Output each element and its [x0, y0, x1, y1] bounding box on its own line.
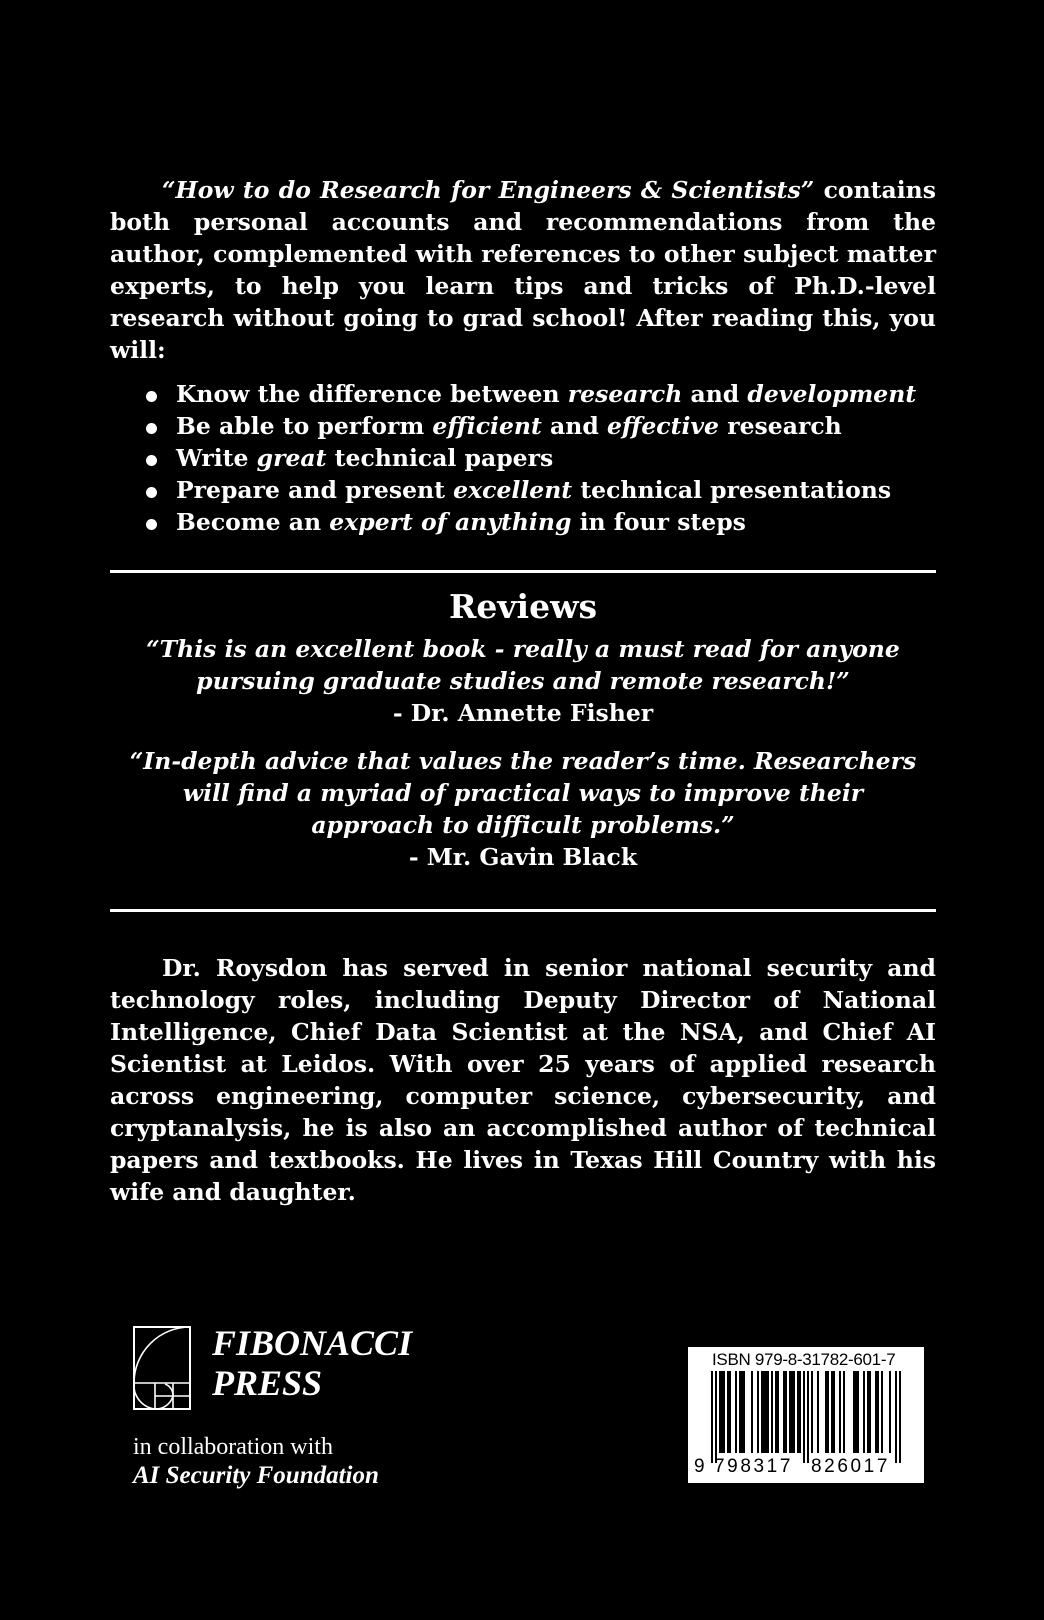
barcode-bar	[817, 1371, 819, 1453]
barcode-bar	[827, 1371, 829, 1453]
barcode-bar	[789, 1371, 791, 1453]
review-1	[110, 633, 936, 729]
barcode-bar	[723, 1371, 725, 1453]
list-item: Write great technical papers	[146, 442, 936, 474]
barcode-digits	[688, 1455, 924, 1479]
barcode-bar	[741, 1371, 743, 1453]
barcode-bar	[739, 1371, 741, 1453]
barcode-bar	[833, 1371, 835, 1453]
barcode-bar	[711, 1371, 713, 1463]
barcode-bar	[881, 1371, 883, 1453]
list-item: Be able to perform efficient and effective research	[146, 410, 936, 442]
review-2	[110, 745, 936, 873]
barcode-bar	[853, 1371, 855, 1453]
barcode-bar	[855, 1371, 857, 1453]
fibonacci-spiral-icon	[133, 1326, 191, 1410]
publisher-name-line: PRESS	[212, 1363, 323, 1403]
barcode-bar	[811, 1371, 813, 1453]
barcode-bar	[777, 1371, 779, 1453]
book-title-quoted: “How to do Research for Engineers & Scientists”	[162, 176, 815, 204]
barcode-bar	[895, 1371, 897, 1463]
barcode-bar	[729, 1371, 731, 1453]
isbn-barcode	[688, 1347, 924, 1483]
intro-paragraph	[110, 174, 936, 366]
barcode-bar	[785, 1371, 787, 1453]
barcode-bar	[721, 1371, 723, 1453]
barcode-bar	[771, 1371, 773, 1453]
barcode-bar	[843, 1371, 845, 1453]
collaboration-label: in collaboration with	[133, 1434, 333, 1460]
barcode-bar	[775, 1371, 777, 1453]
barcode-digits-left: 798317	[714, 1456, 794, 1477]
barcode-bar	[793, 1371, 795, 1453]
barcode-bar	[807, 1371, 809, 1463]
barcode-bar	[899, 1371, 901, 1463]
barcode-bar	[761, 1371, 763, 1453]
takeaways-list	[110, 378, 936, 538]
barcode-bar	[727, 1371, 729, 1453]
list-item: Become an expert of anything in four steps	[146, 506, 936, 538]
barcode-bar	[839, 1371, 841, 1453]
barcode-bar	[863, 1371, 865, 1453]
reviews-heading: Reviews	[448, 587, 598, 626]
barcode-bar	[751, 1371, 753, 1453]
barcode-bar	[757, 1371, 759, 1453]
barcode-bar	[803, 1371, 805, 1463]
publisher-name-line: FIBONACCI	[212, 1323, 413, 1363]
review-quote-line: “In-depth advice that values the reader’s time. Researchers	[129, 747, 917, 775]
publisher-name	[212, 1323, 412, 1403]
barcode-bar	[877, 1371, 879, 1453]
barcode-bar	[857, 1371, 859, 1453]
barcode-bar	[783, 1371, 785, 1453]
collaboration-block	[133, 1433, 379, 1491]
isbn-label: ISBN 979-8-31782-601-7	[712, 1350, 896, 1369]
barcode-bar	[825, 1371, 827, 1453]
barcode-bar	[735, 1371, 737, 1453]
barcode-bar	[765, 1371, 767, 1453]
barcode-bar	[763, 1371, 765, 1453]
review-quote-line: will find a myriad of practical ways to improve their	[182, 779, 864, 807]
back-cover-content	[110, 174, 936, 1208]
review-quote-line: “This is an excellent book - really a must read for anyone	[146, 635, 900, 663]
divider	[110, 570, 936, 573]
review-author: - Mr. Gavin Black	[408, 843, 638, 871]
list-item: Prepare and present excellent technical presentations	[146, 474, 936, 506]
barcode-bar	[791, 1371, 793, 1453]
list-item: Know the difference between research and development	[146, 378, 936, 410]
barcode-bar	[831, 1371, 833, 1453]
barcode-bar	[797, 1371, 799, 1453]
barcode-digits-right: 826017	[811, 1456, 891, 1477]
barcode-digit-first: 9	[694, 1456, 705, 1477]
divider	[110, 909, 936, 912]
collaboration-organization: AI Security Foundation	[133, 1462, 379, 1489]
review-quote-line: approach to difficult problems.”	[311, 811, 735, 839]
barcode-bar	[715, 1371, 717, 1463]
barcode-bar	[743, 1371, 745, 1453]
barcode-bar	[719, 1371, 721, 1453]
barcode-bar	[889, 1371, 891, 1453]
author-bio: Dr. Roysdon has served in senior national security and technology roles, including Deputy Director of National Intelligence, Chief Data Scientist at the NSA, and Chief AI Scientist at Leidos. With over 25 years of applied research across engineering, computer science, cybersecurity, and cryptanalysis, he is also an accomplished author of technical papers and textbooks. He lives in Texas Hill Country with his wife and daughter.	[110, 954, 936, 1206]
review-author: - Dr. Annette Fisher	[392, 699, 654, 727]
intro-text: contains both personal accounts and recommendations from the author, complemented with references to other subject matter experts, to help you learn tips and tricks of Ph.D.-level research without going to grad school! After reading this, you will:	[110, 176, 936, 364]
barcode-bar	[867, 1371, 869, 1453]
barcode-bar	[799, 1371, 801, 1453]
review-quote-line: pursuing graduate studies and remote research!”	[196, 667, 850, 695]
barcode-bar	[767, 1371, 769, 1453]
barcode-bar	[869, 1371, 871, 1453]
barcode-bar	[875, 1371, 877, 1453]
